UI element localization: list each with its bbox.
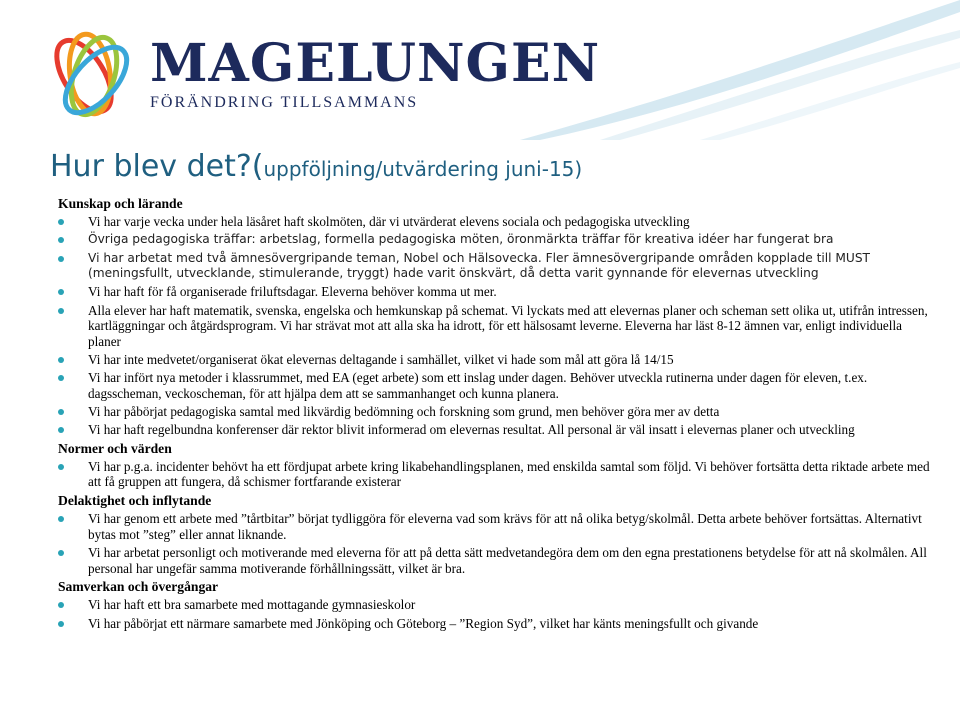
list-item: [58, 251, 938, 282]
bullet-icon: [58, 289, 64, 295]
bullet-icon: [58, 375, 64, 381]
section-heading: Samverkan och övergångar: [58, 579, 219, 595]
page-title: [50, 149, 583, 184]
section-heading: Normer och värden: [58, 440, 172, 456]
bullet-icon: [58, 219, 64, 225]
magelungen-rings-logo-icon: [38, 24, 138, 124]
list-item: [58, 459, 938, 490]
brand-tagline: FÖRÄNDRING TILLSAMMANS: [150, 94, 419, 111]
list-item-text: Vi har p.g.a. incidenter behövt ha ett fördjupat arbete kring likabehandlingsplanen, med enskilda samtal som följd. Vi behöver fortsätta detta riktade arbete med att få gruppen att fungera, då schismer fortfarande existerar: [88, 458, 930, 490]
section-heading: Kunskap och lärande: [58, 196, 183, 211]
list-item-text: Alla elever har haft matematik, svenska, engelska och hemkunskap på schemat. Vi lyckats med att elevernas planer och scheman sett olika ut, utifrån intressen, kartläggningar och åtgärdsprogram. Vi har strävat mot att alla ska ha idrott, för ett hälsosamt leverne. Eleverna har läst 8-12 ämnen var, enligt individuella planer: [88, 302, 928, 349]
list-item-text: Vi har varje vecka under hela läsåret haft skolmöten, där vi utvärderat elevens sociala och pedagogiska utveckling: [88, 214, 690, 230]
list-item: [58, 511, 938, 542]
list-item-text: Övriga pedagogiska träffar: arbetslag, formella pedagogiska möten, öronmärkta träffar för kreativa idéer har fungerat bra: [88, 232, 834, 247]
list-item-text: Vi har infört nya metoder i klassrummet, med EA (eget arbete) som ett inslag under dagen. Behöver utveckla rutinerna under dagen för eleven, t.ex. dagsscheman, veckoscheman, för att hjälpa dem att se sammanhanget och kunna planera.: [88, 370, 868, 401]
list-item: [58, 422, 938, 438]
list-item-text: Vi har påbörjat ett närmare samarbete med Jönköping och Göteborg – ”Region Syd”, vilket har känts meningsfullt och givande: [88, 615, 759, 631]
bullet-icon: [58, 621, 64, 627]
bullet-icon: [58, 256, 64, 262]
list-item: [58, 597, 938, 613]
brand-name: MAGELUNGEN: [150, 33, 601, 94]
list-item-text: Vi har arbetat med två ämnesövergripande teman, Nobel och Hälsovecka. Fler ämnesövergripande områden kopplade till MUST (meningsfullt, utvecklande, stimulerande, tryggt) hade varit önskvärt, då detta varit gynnande för elevernas utveckling: [88, 250, 870, 281]
list-item-text: Vi har haft för få organiserade friluftsdagar. Eleverna behöver komma ut mer.: [88, 284, 497, 300]
bullet-icon: [58, 516, 64, 522]
list-item: [58, 545, 938, 576]
bullet-icon: [58, 550, 64, 556]
list-item-text: Vi har haft regelbundna konferenser där rektor blivit informerad om elevernas resultat. All personal är väl insatt i elevernas planer och utveckling: [88, 422, 855, 438]
list-item-text: Vi har arbetat personligt och motiverande med eleverna för att på detta sätt medvetandegöra dem om den egna prestationens betydelse för att nå skolmålen. All personal har ungefär samma motiverande förhållningssätt, vilket är bra.: [88, 545, 927, 576]
list-item-text: Vi har haft ett bra samarbete med mottagande gymnasieskolor: [88, 597, 416, 613]
list-item: [58, 284, 938, 300]
list-item-text: Vi har inte medvetet/organiserat ökat elevernas deltagande i samhället, vilket vi hade som mål att göra lå 14/15: [88, 351, 674, 367]
list-item: [58, 352, 938, 368]
list-item: [58, 232, 938, 248]
bullet-icon: [58, 602, 64, 608]
bullet-icon: [58, 357, 64, 363]
list-item: [58, 616, 938, 632]
bullet-icon: [58, 427, 64, 433]
list-item: [58, 214, 938, 230]
content-body: [58, 196, 938, 631]
list-item: [58, 370, 938, 401]
page-title-sub: uppföljning/utvärdering juni-15): [263, 157, 583, 181]
bullet-icon: [58, 237, 64, 243]
bullet-icon: [58, 308, 64, 314]
bullet-icon: [58, 409, 64, 415]
list-item: [58, 303, 938, 350]
list-item-text: Vi har påbörjat pedagogiska samtal med likvärdig bedömning och forskning som grund, men behöver göra mer av detta: [88, 403, 720, 419]
list-item: [58, 404, 938, 420]
list-item-text: Vi har genom ett arbete med ”tårtbitar” börjat tydliggöra för eleverna vad som krävs för att nå olika betyg/skolmål. Detta arbete behöver fortsättas. Alternativt bytas mot ”steg” eller annat liknande.: [88, 511, 922, 542]
bullet-icon: [58, 464, 64, 470]
section-heading: Delaktighet och inflytande: [58, 493, 212, 509]
page-title-main: Hur blev det?(: [50, 149, 264, 184]
